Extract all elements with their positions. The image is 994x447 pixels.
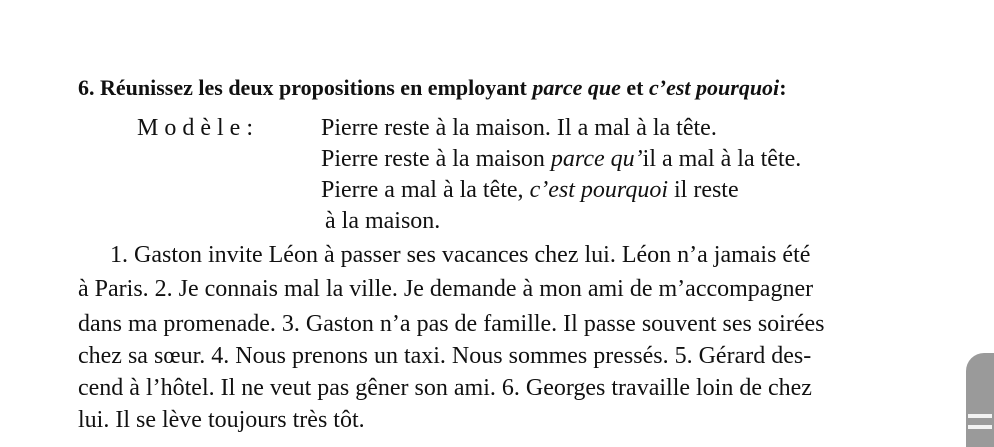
model-line-3-start: Pierre a mal à la tête, — [321, 177, 530, 203]
exercise-text-line: cend à l’hôtel. Il ne veut pas gêner son ami. 6. Georges travaille loin de chez — [78, 375, 812, 401]
exercise-number: 6. — [78, 75, 95, 100]
model-line-1: Pierre reste à la maison. Il a mal à la tête. — [321, 115, 717, 141]
model-line-2 — [321, 144, 801, 174]
model-line-2-start: Pierre reste à la maison — [321, 146, 551, 172]
exercise-colon: : — [779, 75, 787, 100]
exercise-heading — [78, 74, 787, 102]
model-line-3 — [321, 175, 739, 205]
model-line-4: à la maison. — [325, 208, 441, 234]
exercise-keyword-parce-que: parce que — [532, 75, 621, 100]
exercise-instruction: Réunissez les deux propositions en employant — [100, 75, 527, 100]
exercise-text-line: dans ma promenade. 3. Gaston n’a pas de famille. Il passe souvent ses soirées — [78, 311, 825, 337]
model-line-3-italic: c’est pourquoi — [529, 177, 668, 203]
exercise-text-line: 1. Gaston invite Léon à passer ses vacances chez lui. Léon n’a jamais été — [110, 242, 811, 268]
model-line-3-end: il reste — [667, 177, 739, 203]
model-line-2-end: il a mal à la tête. — [642, 146, 802, 172]
model-line-2-italic: parce qu’ — [550, 146, 643, 172]
exercise-text-line: chez sa sœur. 4. Nous prenons un taxi. Nous sommes pressés. 5. Gérard des- — [78, 343, 812, 369]
model-label: Modèle: — [137, 115, 259, 141]
exercise-text-line: à Paris. 2. Je connais mal la ville. Je demande à mon ami de m’accompagner — [78, 276, 814, 302]
exercise-connector: et — [626, 75, 644, 100]
tab-mark-line — [968, 414, 992, 418]
page-edge-tab — [966, 353, 994, 447]
tab-mark-line — [968, 425, 992, 429]
exercise-text-line: lui. Il se lève toujours très tôt. — [78, 407, 365, 433]
exercise-keyword-cest-pourquoi: c’est pourquoi — [649, 75, 780, 100]
